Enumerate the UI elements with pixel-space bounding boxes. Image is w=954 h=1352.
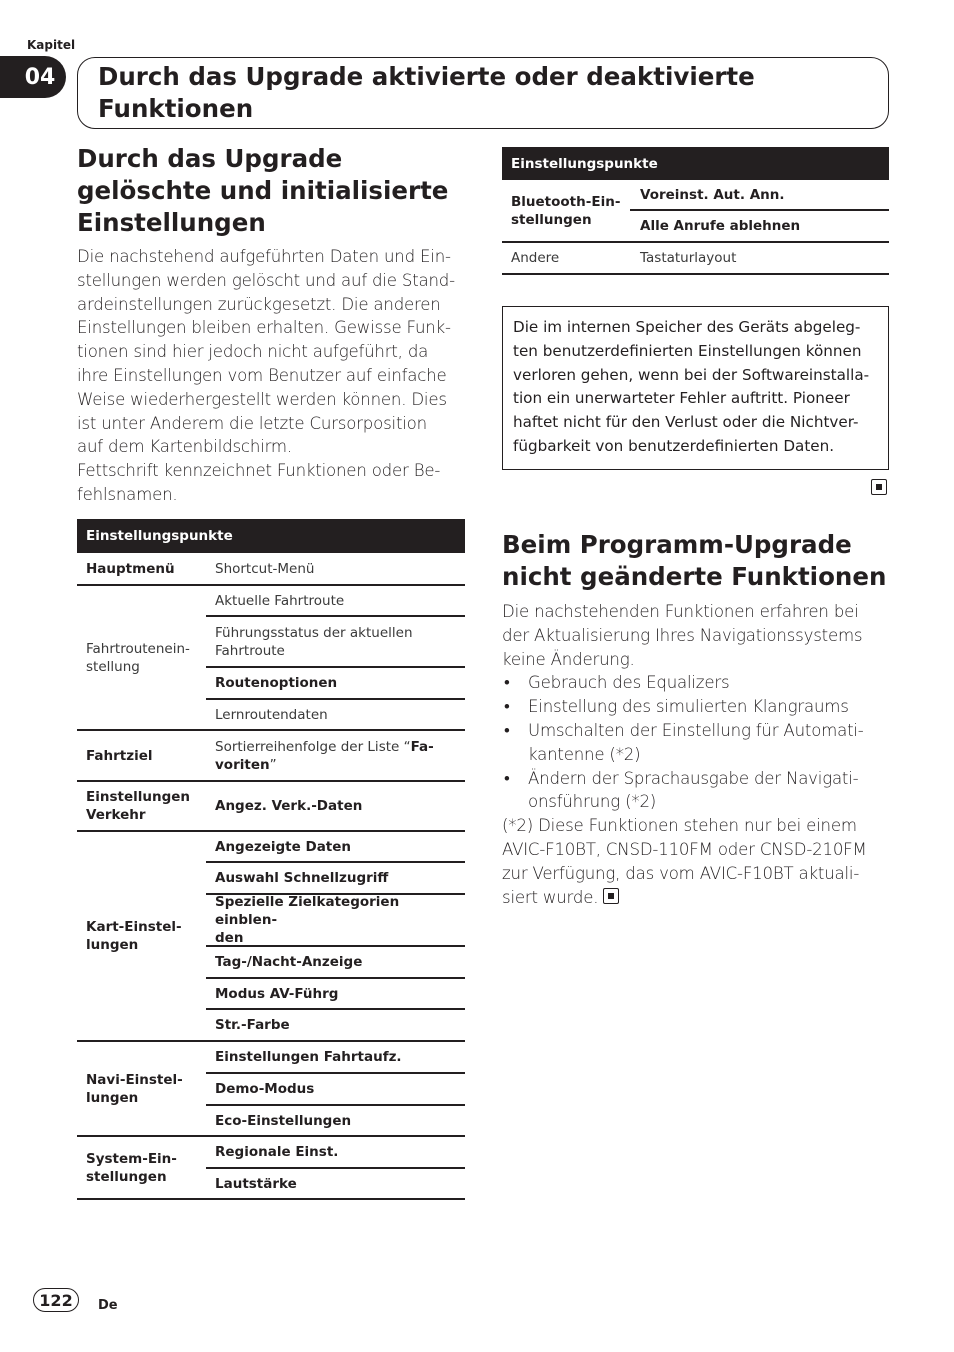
table-cell: Modus AV-Führg [215,985,339,1002]
table-row-label [86,831,211,1040]
paragraph-line: Einstellungen bleiben erhalten. Gewisse Funk- [77,318,451,338]
label-line: lungen [86,1089,139,1106]
row-divider [77,1198,465,1200]
cell-line: Spezielle Zielkategorien einblen- [215,893,400,928]
table-cell: Angez. Verk.-Daten [215,798,363,814]
table-row-label [86,585,211,730]
kapitel-label: Kapitel [27,38,76,52]
label-line: stellungen [86,1168,167,1185]
caution-note [502,306,889,470]
settings-table-left [77,519,465,1201]
cell-text: ” [269,756,277,773]
footnote-text: siert wurde. [502,887,599,907]
table-cell [215,894,465,945]
note-line: verloren gehen, wenn bei der Softwareinstalla- [513,365,870,384]
label-line: System-Ein- [86,1150,177,1167]
cell-line: Fahrtroute [215,642,285,659]
label-line: Fahrtroutenein- [86,640,190,657]
paragraph-line: tionen sind hier jedoch nicht aufgeführt, da [77,342,429,362]
list-line: Gebrauch des Equalizers [528,673,730,693]
table-row-label [511,180,636,242]
bullet-icon: • [504,720,510,740]
paragraph-line: Fettschrift kennzeichnet Funktionen oder Be- [77,461,441,481]
heading-line: Beim Programm-Upgrade [502,530,852,559]
footnote-line: AVIC-F10BT, CNSD-110FM oder CNSD-210FM [502,839,867,859]
heading-line: Durch das Upgrade [77,144,343,173]
table-cell: Shortcut-Menü [215,561,315,577]
label-line: Bluetooth-Ein- [511,194,621,210]
chapter-number-badge: 04 [0,56,66,98]
table-row-label [86,1136,211,1199]
heading-line: nicht geänderte Funktionen [502,562,887,591]
intro-paragraph [77,245,467,507]
table-cell: Voreinst. Aut. Ann. [640,187,785,203]
section-heading-deleted-settings [77,143,467,239]
page-number: 122 [33,1288,79,1312]
bullet-icon: • [504,768,510,788]
table-cell: Auswahl Schnellzugriff [215,869,389,886]
note-line: fügbarkeit von benutzerdefinierten Daten. [513,436,835,455]
note-line: haftet nicht für den Verlust oder die Nichtver- [513,413,859,432]
table-cell [215,730,465,781]
note-line: ten benutzerdefinierten Einstellungen können [513,341,862,360]
list-line: Ändern der Sprachausgabe der Navigati- [528,768,859,788]
list-item [502,671,897,695]
paragraph-line: ist unter Anderem die letzte Cursorposition [77,413,427,433]
table-row-label [86,781,211,831]
table-cell: Routenoptionen [215,675,338,691]
chapter-title-line: Funktionen [98,94,254,123]
label-line: lungen [86,936,139,953]
paragraph-line: ihre Einstellungen vom Benutzer auf einfache [77,365,447,385]
table-cell: Tag-/Nacht-Anzeige [215,953,363,970]
table-cell: Str.-Farbe [215,1016,290,1033]
paragraph-line: keine Änderung. [502,649,635,669]
cell-line: den [215,929,244,946]
paragraph-line: Die nachstehenden Funktionen erfahren bei [502,602,859,621]
chapter-title [98,61,755,125]
paragraph-line: ardeinstellungen zurückgesetzt. Die anderen [77,294,441,314]
label-line: Navi-Einstel- [86,1071,183,1088]
cell-text: Sortierreihenfolge der Liste “ [215,738,411,755]
paragraph-line: fehlsnamen. [77,484,178,504]
cell-line: Führungsstatus der aktuellen [215,624,413,641]
heading-line: Einstellungen [77,208,266,237]
table-cell: Alle Anrufe ablehnen [640,217,801,234]
table-cell: Tastaturlayout [640,249,737,266]
chapter-title-box [77,57,889,129]
table-header: Einstellungspunkte [77,519,465,553]
table-header: Einstellungspunkte [502,147,889,180]
footnote-line [502,886,897,910]
paragraph-line: auf dem Kartenbildschirm. [77,437,292,457]
footnote-line: (*2) Diese Funktionen stehen nur bei einem [502,816,857,836]
list-item [502,719,897,767]
paragraph-line: Weise wiederhergestellt werden können. Dies [77,389,447,409]
label-line: stellung [86,658,140,675]
table-row-label: Fahrtziel [86,747,153,764]
section-end-icon [871,479,887,495]
table-row-label [86,1041,211,1136]
label-line: Verkehr [86,807,146,823]
cell-line [215,738,434,756]
section-end-icon [603,888,619,904]
table-cell [215,616,465,667]
table-cell: Lernroutendaten [215,706,328,723]
table-row-label: Hauptmenü [86,561,175,577]
table-cell: Einstellungen Fahrtaufz. [215,1048,402,1065]
chapter-title-line: Durch das Upgrade aktivierte oder deaktivierte [98,62,755,91]
paragraph-line: Die nachstehend aufgeführten Daten und Ein- [77,247,451,266]
label-line: stellungen [511,212,592,228]
cell-line [215,756,277,774]
paragraph-line: der Aktualisierung Ihres Navigationssystems [502,625,863,645]
unchanged-functions-text [502,600,897,909]
section-heading-unchanged-functions [502,529,902,593]
settings-table-right [502,147,889,275]
paragraph-line: stellungen werden gelöscht und auf die Stand- [77,270,455,290]
table-cell: Aktuelle Fahrtroute [215,593,345,609]
list-line: kantenne (*2) [528,744,641,764]
language-code: De [98,1298,118,1313]
note-line: tion ein unerwarteter Fehler auftritt. Pioneer [513,389,850,408]
table-cell: Angezeigte Daten [215,838,352,855]
table-cell: Eco-Einstellungen [215,1112,352,1129]
bullet-icon: • [504,673,510,693]
table-row-label: Andere [511,249,560,266]
label-line: Kart-Einstel- [86,918,182,935]
bullet-icon: • [504,697,510,717]
note-line: Die im internen Speicher des Geräts abgeleg- [513,318,861,336]
row-divider [502,273,889,275]
cell-text-bold: Fa- [410,738,434,755]
table-cell: Lautstärke [215,1175,297,1192]
list-line: Einstellung des simulierten Klangraums [528,697,849,717]
list-item [502,767,897,815]
list-item [502,695,897,719]
table-cell: Regionale Einst. [215,1143,339,1160]
table-cell: Demo-Modus [215,1080,315,1097]
list-line: Umschalten der Einstellung für Automati- [528,720,864,740]
label-line: Einstellungen [86,789,191,805]
heading-line: gelöschte und initialisierte [77,176,449,205]
list-line: onsführung (*2) [528,792,657,812]
footnote-line: zur Verfügung, das vom AVIC-F10BT aktuali- [502,863,860,883]
cell-text-bold: voriten [215,756,270,773]
